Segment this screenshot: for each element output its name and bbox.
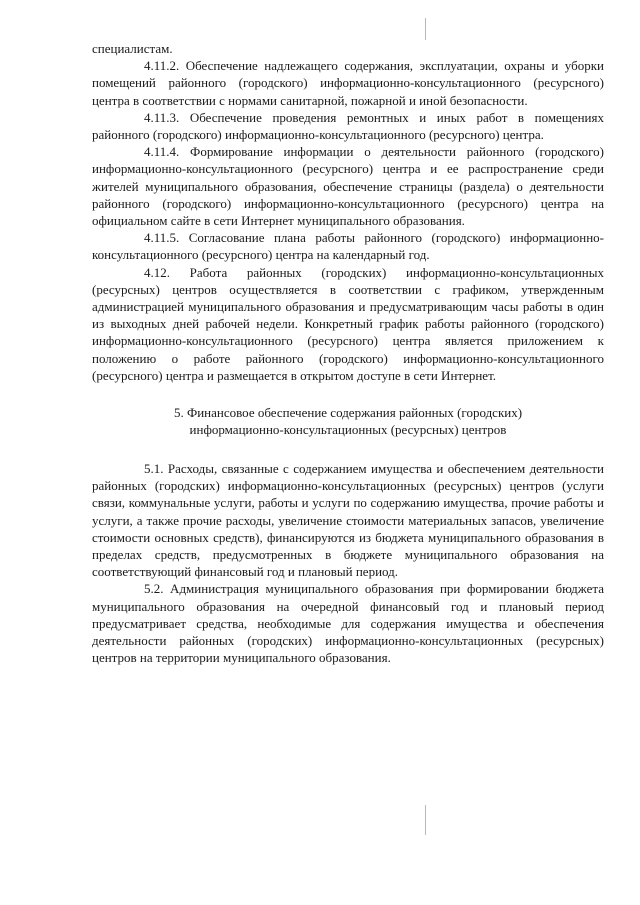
paragraph: 5.1. Расходы, связанные с содержанием имущества и обеспечением деятельности районных (городских) информационно-консультационных (ресурсных) центров (услуги связи, коммунальные услуги, работы и услуги по содержанию имущества, прочие работы и услуги, а также прочие расходы, увеличение стоимости материальных запасов, увеличение стоимости основных средств), финансируются из бюджета муниципального образования в пределах средств, предусмотренных в бюджете муниципального образования на соответствующий финансовый год и плановый период. [92,461,604,580]
paragraph: специалистам. [92,41,173,56]
paragraph: 4.11.2. Обеспечение надлежащего содержания, эксплуатации, охраны и уборки помещений районного (городского) информационно-консультационного (ресурсного) центра в соответствии с нормами санитарной, пожарной и иной безопасности. [92,58,604,108]
scan-mark-bottom [425,805,426,835]
scan-mark-top [425,18,426,40]
body-before-section [92,40,604,384]
section-title-line: 5. Финансовое обеспечение содержания районных (городских) [173,405,523,421]
body-after-section [92,460,604,666]
section-title [92,404,604,438]
document-page [92,40,604,667]
section-title-line: информационно-консультационных (ресурсных) центров [189,422,507,438]
paragraph: 4.11.5. Согласование плана работы районного (городского) информационно-консультационного (ресурсного) центра на календарный год. [92,230,604,263]
paragraph: 4.11.3. Обеспечение проведения ремонтных и иных работ в помещениях районного (городского) информационно-консультационного (ресурсного) центра. [92,109,604,143]
paragraph: 4.11.4. Формирование информации о деятельности районного (городского) информационно-консультационного (ресурсного) центра и ее распространение среди жителей муниципального образования, обеспечение страницы (раздела) о деятельности районного (городского) информационно-консультационного (ресурсного) центра на официальном сайте в сети Интернет муниципального образования. [92,144,604,229]
paragraph: 4.12. Работа районных (городских) информационно-консультационных (ресурсных) центров осуществляется в соответствии с графиком, утвержденным администрацией муниципального образования и предусматривающим часы работы в один из выходных дней рабочей недели. Конкретный график работы районного (городского) информационно-консультационного (ресурсного) центра является приложением к положению о работе районного (городского) информационно-консультационного (ресурсного) центра и размещается в открытом доступе в сети Интернет. [92,264,604,383]
paragraph: 5.2. Администрация муниципального образования при формировании бюджета муниципального образования на очередной финансовый год и плановый период предусматривает средства, необходимые для содержания имущества и обеспечения деятельности районных (городских) информационно-консультационных (ресурсных) центров на территории муниципального образования. [92,581,604,666]
